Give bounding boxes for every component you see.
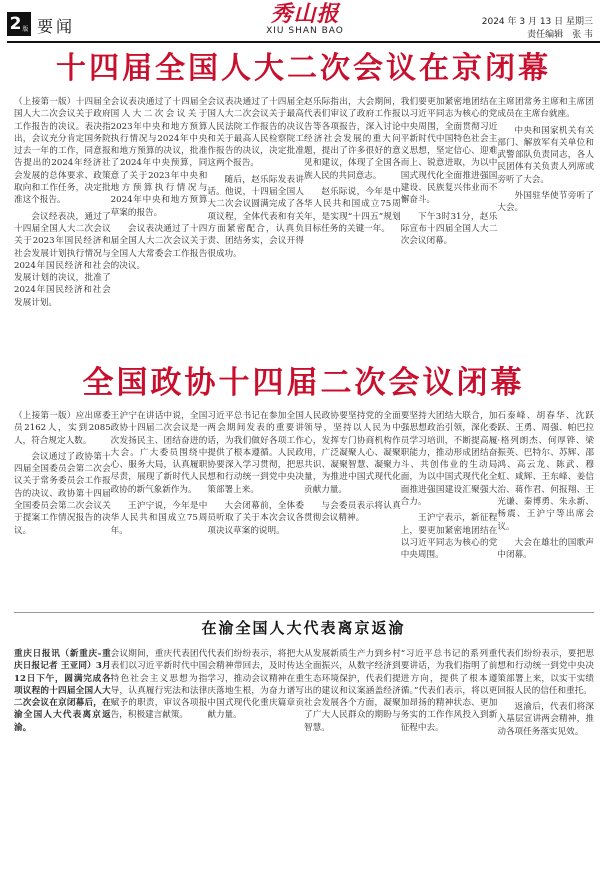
article-deputies-return: [14, 648, 594, 868]
paragraph: 中央和国家机关有关部门、解放军有关单位和武警部队负责同志，各人民团体有关负责人列席或旁听了大会。: [497, 125, 595, 185]
paragraph: 会议经表决，通过了十四届全国人大二次会议关于2023年国民经济和社会发展计划执行情况与2024年国民经济和社会发展计划的决议，批准了2024年国民经济和社会发展计划。: [14, 211, 111, 308]
page-number: 2: [9, 14, 22, 34]
paragraph: 大会闭幕前，全体委员听取了关于本次会议各项决议草案的说明。: [207, 501, 305, 536]
section-name: 要闻: [37, 17, 76, 36]
masthead-rule: [7, 41, 600, 43]
article-npc-closing: [14, 96, 594, 358]
headline-deputies-return: 在渝全国人大代表离京返渝: [201, 619, 406, 637]
paragraph: 我们要更加紧密地团结在以习近平同志为核心的党中央周围，全面贯彻习近平新时代中国特色社会主义思想，坚定信心、迎难而上、锐意进取，为以中国式现代化全面推进强国建设、民族复兴伟业而不懈奋斗。: [400, 97, 498, 206]
paragraph: 会议通过了政协第十四届全国委员会第二次会议关于常务委员会工作报告的决议、政协第十四届全国委员会第二次会议关于提案工作情况报告的决议。: [14, 451, 111, 536]
editor-credit: 责任编辑 张 韦: [527, 30, 593, 40]
headline-npc-closing: 十四届全国人大二次会议在京闭幕: [56, 51, 551, 86]
page-number-badge: [7, 12, 31, 36]
column-6: [497, 648, 594, 742]
paragraph: （上接第一版）十四届全国人大二次会议关于政府工作报告的决议。表决指出，会议充分肯定国务院过去一年的工作，同意报告提出的2024年经济社会发展的总体要求、政策取向和工作任务，决定批准这个报告。: [14, 97, 111, 206]
column-2: [111, 648, 208, 742]
paragraph: 会议表决通过了十四届全国人大二次会议关于2023年中央和地方预算执行情况与2024年中央和地方预算的决议，批准了2024年中央预算，同意了关于2023年中央和地方预算执行情况与2024年中央和地方预算草案的报告。: [110, 97, 208, 218]
paragraph: 会议表决通过了十四届全国人大二次会议关于全国人大常委会工作报告的决议。: [110, 223, 208, 271]
paragraph: 习近平总书记在参加全国两会期间发表的重要讲话，为我们做好各项工作提供了根本遵循。人民政协要深入学习贯彻，把思想和行动统一到党中央决策部署上来。: [207, 411, 305, 495]
masthead: [0, 0, 607, 42]
paragraph: 从发展新质生产力到乡村全面振兴，从数字经济到生态环境保护，代表们提出的建议和议案涵盖经济社会发展各个方面，凝聚了广大人民群众的期盼与智慧。: [304, 649, 401, 733]
paragraph: “习近平总书记的系列重要讲话，为我们指明了前进方向，提供了根本遵循。”代表们表示，将以更加昂扬的精神状态、更加务实的工作作风投入到新征程中去。: [400, 649, 498, 733]
paragraph: 重庆日报讯（新重庆-重庆日报记者 王亚同）3月12日下午，圆满完成各项议程的十四届全国人大二次会议在京闭幕后，在渝全国人大代表离京返渝。: [14, 649, 111, 733]
column-5: [401, 648, 498, 742]
paragraph: 石泰峰、胡春华、沈跃跃、王勇、周强、帕巴拉·格列朗杰、何厚铧、梁振英、巴特尔、苏辉、邵鸿、高云龙、陈武、穆虹、咸辉、王东峰、姜信治、蒋作君、何报翔、王光谦、秦博勇、朱永新、杨震、王沪宁等出席会议。: [497, 411, 595, 532]
column-4: [304, 96, 401, 313]
logo-pinyin: XIU SHAN BAO: [266, 26, 344, 36]
paragraph: 代表们纷纷表示，将把大会精神带回去，及时传达学习，推动会议精神在重庆落地生根，为奋力谱写中国式现代化重庆篇章贡献力量。: [207, 649, 305, 721]
column-3: [207, 96, 304, 313]
paragraph: 大会在雄壮的国歌声中闭幕。: [497, 537, 595, 561]
column-4: [304, 410, 401, 566]
column-4: [304, 648, 401, 742]
column-1: [14, 648, 111, 742]
column-6: [497, 96, 594, 313]
paragraph: 王沪宁在讲话中说，全国政协十四届二次会议是一次发扬民主、团结奋进的大会。广大委员围绕中心、服务大局，认真履职尽责，展现了新时代人民政协的新气象新作为。: [110, 411, 208, 495]
paragraph: 赵乐际指出，大会期间，代表们审议了政府工作报告等各项报告，深入讨论经济社会发展的重大问题，提出了许多很好的意见和建议，体现了全国各族人民的共同意志。: [304, 97, 401, 181]
paragraph: 要坚持大团结大联合，加强思想政治引领，深化委员学习培训，不断提高履职能力，推动形成团结奋斗、共创伟业的生动局面，为以中国式现代化全面推进强国建设汇聚强大合力。: [400, 411, 498, 508]
column-6: [497, 410, 594, 566]
column-5: [401, 410, 498, 566]
paragraph: 下午3时31分，赵乐际宣布十四届全国人大二次会议闭幕。: [400, 211, 498, 247]
paragraph: 代表们纷纷表示，要把思想和行动统一到党中央决策部署上来，以实干实绩回报人民的信任和重托。: [497, 649, 595, 696]
column-1: [14, 410, 111, 566]
headline-cppcc-closing: 全国政协十四届二次会议闭幕: [82, 365, 525, 401]
paragraph: 会议期间，重庆代表团代表们以习近平新时代中国特色社会主义思想为指导，认真履行宪法和法律赋予的职责，审议各项报告，积极建言献策。: [110, 649, 208, 721]
column-5: [401, 96, 498, 313]
paragraph: 王沪宁说，今年是中华人民共和国成立75周年。: [110, 501, 208, 536]
logo-title: 秀山报: [270, 1, 340, 27]
column-2: [111, 410, 208, 566]
paragraph: 王沪宁表示，新征程上，要更加紧密地团结在以习近平同志为核心的党中央周围。: [400, 513, 498, 561]
article-columns: [14, 648, 594, 742]
paragraph: 赵乐际说，今年是中华人民共和国成立75周年，是实现“十四五”规划目标任务的关键一年。: [304, 187, 401, 234]
column-2: [111, 96, 208, 313]
column-3: [207, 648, 304, 742]
newspaper-logo: [265, 2, 345, 36]
paragraph: 随后，赵乐际发表讲话。他说，十四届全国人大二次会议圆满完成了各项议程，全体代表和有关方面紧密配合，认真负责、团结务实，会议开得很成功。: [207, 174, 305, 259]
paragraph: （上接第一版）应出席委员2162人，实到2085人，符合规定人数。: [14, 411, 111, 446]
article-cppcc-closing: [14, 410, 594, 610]
column-1: [14, 96, 111, 313]
article-columns: [14, 96, 594, 313]
paragraph: 返渝后，代表们将深入基层宣讲两会精神，推动各项任务落实见效。: [497, 702, 595, 737]
paragraph: 与会委员表示将认真贯彻会议精神。: [304, 501, 401, 524]
column-3: [207, 410, 304, 566]
page-suffix: 版: [22, 25, 29, 33]
issue-date: 2024 年 3 月 13 日 星期三: [481, 17, 593, 27]
paragraph: 主席团常务主席和主席团成员在主席台就座。: [497, 97, 595, 120]
paragraph: 会议表决通过了十四届全国人大二次会议关于最高人民法院工作报告的决议和关于最高人民检察院工作报告的决议，决定批准这两个报告。: [207, 97, 305, 169]
article-columns: [14, 410, 594, 566]
paragraph: 人民政协要坚持党的全面领导，坚持以人民为中心，发挥专门协商机构作用，广泛凝聚人心、凝聚共识、凝聚智慧、凝聚力量，为推进中国式现代化贡献力量。: [304, 411, 401, 495]
paragraph: 外国驻华使节旁听了大会。: [497, 191, 595, 214]
section-divider: [14, 612, 594, 613]
